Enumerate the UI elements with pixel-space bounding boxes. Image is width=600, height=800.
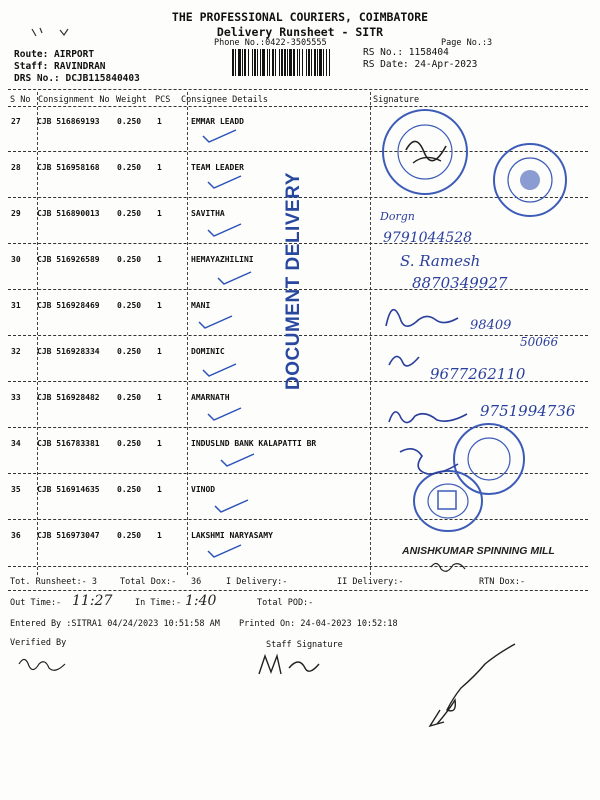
row-consignment: CJB 516783381 — [37, 439, 100, 448]
row-pcs: 1 — [157, 163, 162, 172]
barcode-bar — [306, 49, 307, 76]
verifier-signature — [15, 652, 70, 674]
row-consignee: SAVITHA — [191, 209, 225, 218]
barcode-bar — [262, 49, 265, 76]
rule-header — [8, 106, 588, 107]
i-delivery-label: I Delivery:- — [226, 577, 288, 587]
phone-number: Phone No.:0422-3505555 — [214, 38, 327, 48]
row-consignee: TEAM LEADER — [191, 163, 244, 172]
row-consignment: CJB 516928482 — [37, 393, 100, 402]
handwritten-phone: 9751994736 — [480, 402, 576, 420]
row-pcs: 1 — [157, 531, 162, 540]
handwritten-name: Dorgn — [380, 210, 415, 223]
staff-signature-label: Staff Signature — [266, 640, 343, 650]
route-label: Route: AIRPORT — [14, 49, 95, 60]
in-time-value: 1:40 — [185, 593, 217, 609]
barcode-bar — [284, 49, 286, 76]
total-pod-label: Total POD:- — [257, 598, 314, 608]
row-pcs: 1 — [157, 439, 162, 448]
row-consignee: HEMAYAZHILINI — [191, 255, 254, 264]
handwritten-number: 98409 — [470, 318, 512, 333]
barcode-bar — [329, 49, 330, 76]
barcode-bar — [297, 49, 298, 76]
barcode-bar — [311, 49, 312, 76]
company-seal-stamp — [378, 105, 473, 200]
row-consignee: EMMAR LEADD — [191, 117, 244, 126]
barcode-bar — [244, 49, 246, 76]
page-number: Page No.:3 — [441, 38, 493, 48]
anishkumar-stamp: ANISHKUMAR SPINNING MILL — [402, 545, 555, 557]
row-consignment: CJB 516928469 — [37, 301, 100, 310]
barcode-bar — [275, 49, 276, 76]
row-sno: 28 — [11, 163, 21, 172]
col-header-pcs: PCS — [155, 95, 171, 105]
row-weight: 0.250 — [117, 347, 142, 356]
row-rule — [8, 566, 588, 567]
company-name: THE PROFESSIONAL COURIERS, COIMBATORE — [171, 10, 429, 24]
check-icon — [218, 450, 258, 470]
row-consignee: MANI — [191, 301, 211, 310]
row-consignee: LAKSHMI NARYASAMY — [191, 531, 273, 540]
barcode-bar — [289, 49, 292, 76]
row-consignment: CJB 516973047 — [37, 531, 100, 540]
barcode-bar — [302, 49, 303, 76]
barcode-bar — [314, 49, 316, 76]
total-dox-value: 36 — [191, 577, 202, 587]
barcode-bar — [235, 49, 236, 76]
barcode-bar — [267, 49, 268, 76]
barcode-bar — [248, 49, 249, 76]
col-divider-2 — [187, 92, 188, 575]
total-dox-label: Total Dox:- — [120, 577, 177, 587]
col-header-consignment: Consignment No — [38, 95, 110, 105]
row-consignee: INDUSLND BANK KALAPATTI BR — [191, 439, 317, 448]
row-sno: 33 — [11, 393, 21, 402]
row-pcs: 1 — [157, 209, 162, 218]
handwritten-signature — [428, 557, 468, 573]
row-weight: 0.250 — [117, 439, 142, 448]
row-sno: 34 — [11, 439, 21, 448]
rs-number: RS No.: 1158404 — [363, 47, 449, 58]
staff-label: Staff: RAVINDRAN — [14, 61, 106, 72]
check-icon — [205, 541, 245, 561]
row-weight: 0.250 — [117, 255, 142, 264]
ii-delivery-label: II Delivery:- — [337, 577, 404, 587]
row-pcs: 1 — [157, 117, 162, 126]
staff-signature — [255, 650, 325, 680]
handwritten-signature — [382, 296, 462, 341]
drs-number: DRS No.: DCJB115840403 — [14, 73, 140, 84]
row-consignment: CJB 516926589 — [37, 255, 100, 264]
runsheet-title: Delivery Runsheet - SITR — [216, 25, 384, 39]
barcode-bar — [281, 49, 283, 76]
handwritten-phone: 8870349927 — [412, 274, 508, 292]
row-pcs: 1 — [157, 485, 162, 494]
row-weight: 0.250 — [117, 117, 142, 126]
row-weight: 0.250 — [117, 209, 142, 218]
barcode-bar — [254, 49, 256, 76]
row-weight: 0.250 — [117, 531, 142, 540]
col-header-weight: Weight — [116, 95, 147, 105]
check-icon — [215, 268, 255, 288]
row-sno: 30 — [11, 255, 21, 264]
barcode-bar — [308, 49, 310, 76]
row-consignment: CJB 516890013 — [37, 209, 100, 218]
row-weight: 0.250 — [117, 163, 142, 172]
row-consignment: CJB 516914635 — [37, 485, 100, 494]
row-pcs: 1 — [157, 347, 162, 356]
diagonal-signature — [420, 630, 530, 740]
row-sno: 35 — [11, 485, 21, 494]
barcode-bar — [279, 49, 280, 76]
handwritten-phone: 9791044528 — [383, 230, 473, 246]
col-divider-3 — [370, 92, 371, 575]
verified-by-label: Verified By — [10, 638, 67, 648]
out-time-value: 11:27 — [72, 593, 113, 609]
barcode-bar — [319, 49, 322, 76]
col-header-sno: S No — [10, 95, 31, 105]
row-sno: 27 — [11, 117, 21, 126]
check-icon — [200, 126, 240, 146]
row-sno: 32 — [11, 347, 21, 356]
barcode-bar — [238, 49, 241, 76]
row-sno: 29 — [11, 209, 21, 218]
out-time-label: Out Time:- — [10, 598, 62, 608]
col-header-signature: Signature — [373, 95, 420, 105]
row-weight: 0.250 — [117, 485, 142, 494]
barcode-bar — [272, 49, 274, 76]
handwritten-signature — [385, 345, 425, 375]
barcode — [232, 49, 359, 76]
rtn-dox-label: RTN Dox:- — [479, 577, 526, 587]
handwritten-phone: 9677262110 — [430, 365, 526, 383]
barcode-bar — [242, 49, 243, 76]
totals-rule — [8, 590, 588, 591]
scribble-mark — [30, 26, 75, 40]
barcode-bar — [232, 49, 234, 76]
document-delivery-stamp: DOCUMENT DELIVERY — [283, 172, 304, 390]
rs-date: RS Date: 24-Apr-2023 — [363, 59, 478, 70]
row-pcs: 1 — [157, 255, 162, 264]
row-weight: 0.250 — [117, 301, 142, 310]
check-icon — [205, 220, 245, 240]
barcode-bar — [293, 49, 295, 76]
handwritten-signature — [395, 440, 465, 480]
row-consignee: VINOD — [191, 485, 216, 494]
handwritten-name: S. Ramesh — [400, 252, 481, 270]
barcode-bar — [287, 49, 288, 76]
row-pcs: 1 — [157, 393, 162, 402]
check-icon — [205, 172, 245, 192]
check-icon — [200, 360, 240, 380]
check-icon — [196, 312, 236, 332]
row-sno: 36 — [11, 531, 21, 540]
printed-on: Printed On: 24-04-2023 10:52:18 — [239, 619, 398, 629]
association-seal-stamp — [490, 140, 570, 220]
row-consignment: CJB 516928334 — [37, 347, 100, 356]
row-sno: 31 — [11, 301, 21, 310]
barcode-bar — [260, 49, 261, 76]
check-icon — [205, 404, 245, 424]
check-icon — [212, 496, 252, 516]
barcode-bar — [317, 49, 318, 76]
barcode-bar — [299, 49, 300, 76]
total-runsheet: Tot. Runsheet:- 3 — [10, 577, 97, 587]
entered-by: Entered By :SITRA1 04/24/2023 10:51:58 AM — [10, 619, 220, 629]
row-weight: 0.250 — [117, 393, 142, 402]
barcode-bar — [323, 49, 324, 76]
handwritten-signature — [385, 400, 475, 430]
rule-top — [8, 89, 588, 90]
barcode-bar — [269, 49, 270, 76]
handwritten-number: 50066 — [520, 335, 559, 349]
row-consignee: DOMINIC — [191, 347, 225, 356]
row-consignment: CJB 516869193 — [37, 117, 100, 126]
col-header-consignee: Consignee Details — [181, 95, 268, 105]
barcode-bar — [326, 49, 327, 76]
row-rule — [8, 519, 588, 520]
barcode-bar — [252, 49, 253, 76]
barcode-bar — [257, 49, 258, 76]
in-time-label: In Time:- — [135, 598, 182, 608]
row-pcs: 1 — [157, 301, 162, 310]
row-consignment: CJB 516958168 — [37, 163, 100, 172]
row-consignee: AMARNATH — [191, 393, 230, 402]
